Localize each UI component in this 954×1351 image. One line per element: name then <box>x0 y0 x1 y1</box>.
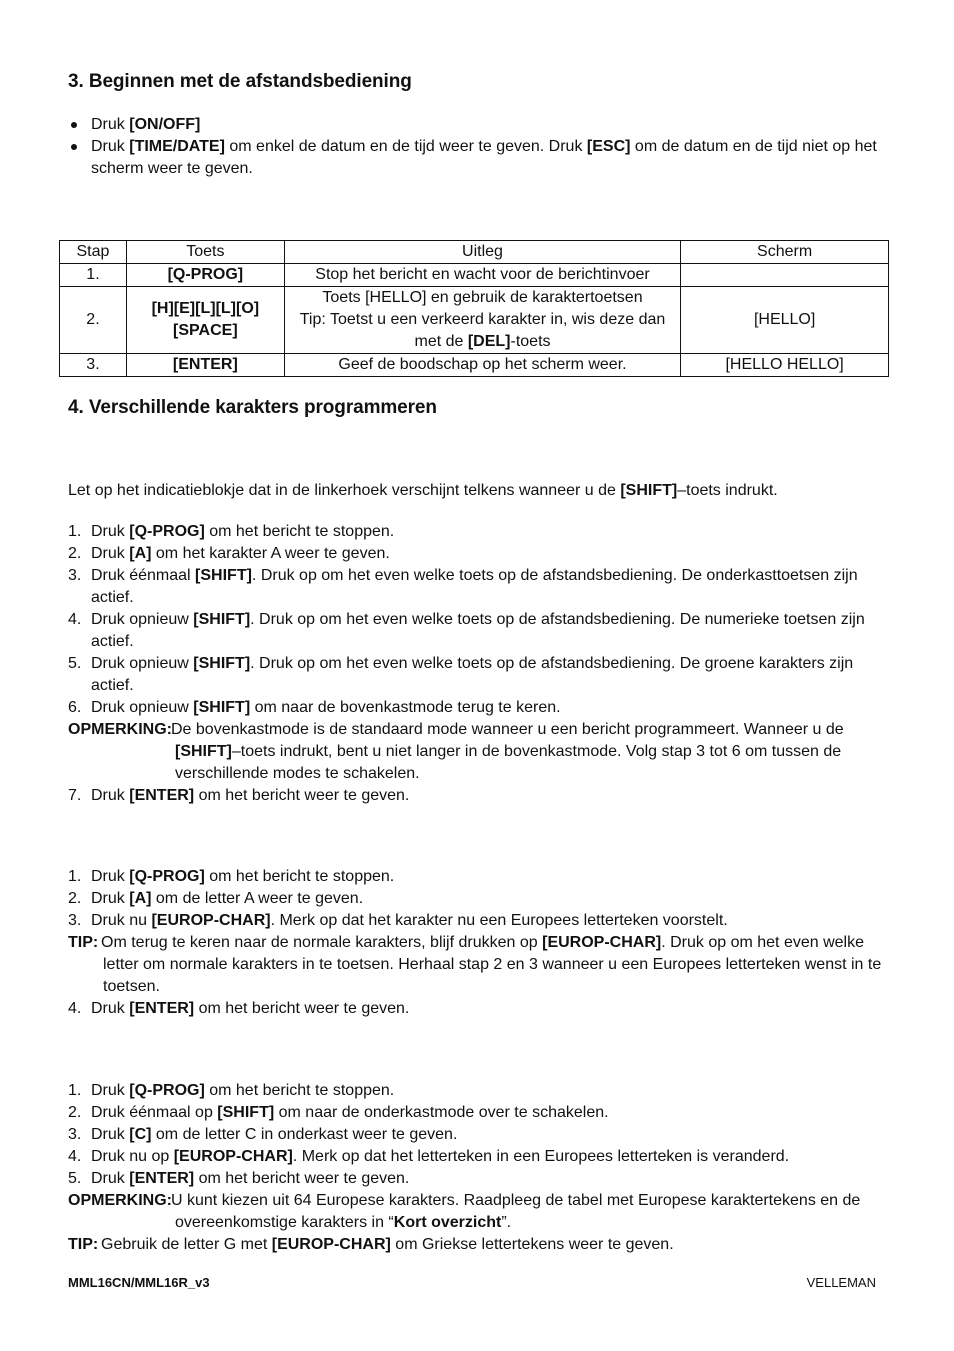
table-cell-screen: [HELLO HELLO] <box>681 354 889 377</box>
list-item: 1. Druk [Q-PROG] om het bericht te stoppen. <box>68 523 395 540</box>
table-header-row <box>60 241 889 264</box>
table-header: Uitleg <box>284 241 680 264</box>
section-3-title: 3. Beginnen met de afstandsbediening <box>68 71 412 92</box>
table-cell-key: [H][E][L][L][O] [SPACE] <box>126 287 284 354</box>
list-item: 7. Druk [ENTER] om het bericht weer te geven. <box>68 787 410 804</box>
note-block: OPMERKING: U kunt kiezen uit 64 Europese karakters. Raadpleeg de tabel met Europese karaktertekens en de overeenkomstige karakters in “Kort overzicht”. <box>68 1192 861 1231</box>
list-item: 5. Druk [ENTER] om het bericht weer te geven. <box>68 1170 410 1187</box>
list-item: 1. Druk [Q-PROG] om het bericht te stoppen. <box>68 1082 395 1099</box>
list-item: 2. Druk éénmaal op [SHIFT] om naar de onderkastmode over te schakelen. <box>68 1104 609 1121</box>
note-label: OPMERKING: <box>68 721 172 738</box>
note-block: OPMERKING: De bovenkastmode is de standaard mode wanneer u een bericht programmeert. Wanneer u de [SHIFT]–toets indrukt, bent u niet langer in de bovenkastmode. Volg stap 3 tot 6 om tussen de verschillende modes te schakelen. <box>68 721 844 782</box>
table-cell-step: 2. <box>60 287 127 354</box>
table-cell-explanation: Toets [HELLO] en gebruik de karaktertoetsen Tip: Toetst u een verkeerd karakter in, wis deze dan met de [DEL]-toets <box>284 287 680 354</box>
list-item: 2. Druk [A] om de letter A weer te geven. <box>68 890 364 907</box>
section-4-intro: Let op het indicatieblokje dat in de linkerhoek verschijnt telkens wanneer u de [SHIFT]–toets indrukt. <box>68 482 778 499</box>
list-item: 4. Druk nu op [EUROP-CHAR]. Merk op dat het letterteken in een Europees letterteken is veranderd. <box>68 1148 790 1165</box>
table-cell-screen: [HELLO] <box>681 287 889 354</box>
table-cell-explanation: Geef de boodschap op het scherm weer. <box>284 354 680 377</box>
list-item: 1. Druk [Q-PROG] om het bericht te stoppen. <box>68 868 395 885</box>
table-cell-screen <box>681 264 889 287</box>
section-4-title: 4. Verschillende karakters programmeren <box>68 397 437 418</box>
footer-brand: VELLEMAN <box>806 1275 876 1290</box>
tip-block: TIP: Gebruik de letter G met [EUROP-CHAR] om Griekse lettertekens weer te geven. <box>68 1234 888 1256</box>
table-header: Stap <box>60 241 127 264</box>
table-cell-key: [ENTER] <box>126 354 284 377</box>
table-header: Scherm <box>681 241 889 264</box>
footer-model: MML16CN/MML16R_v3 <box>68 1275 210 1290</box>
tip-label: TIP: <box>68 1236 99 1253</box>
list-item: 3. Druk nu [EUROP-CHAR]. Merk op dat het karakter nu een Europees letterteken voorstelt. <box>68 912 728 929</box>
table-row <box>60 264 889 287</box>
table-row <box>60 354 889 377</box>
list-item: 3. Druk éénmaal [SHIFT]. Druk op om het even welke toets op de afstandsbediening. De onderkasttoetsen zijn actief. <box>68 567 858 606</box>
list-item: 5. Druk opnieuw [SHIFT]. Druk op om het even welke toets op de afstandsbediening. De groene karakters zijn actief. <box>68 655 854 694</box>
list-item: 3. Druk [C] om de letter C in onderkast weer te geven. <box>68 1126 458 1143</box>
bullet-item: Druk [TIME/DATE] om enkel de datum en de tijd weer te geven. Druk [ESC] om de datum en de tijd niet op het scherm weer te geven. <box>68 136 888 180</box>
list-europ-char <box>68 866 888 1020</box>
table-cell-step: 3. <box>60 354 127 377</box>
list-item: 4. Druk opnieuw [SHIFT]. Druk op om het even welke toets op de afstandsbediening. De numerieke toetsen zijn actief. <box>68 611 865 650</box>
table-cell-step: 1. <box>60 264 127 287</box>
section-3-bullet-list <box>68 114 888 180</box>
tip-block: TIP: Om terug te keren naar de normale karakters, blijf drukken op [EUROP-CHAR]. Druk op om het even welke letter om normale karakters in te toetsen. Herhaal stap 2 en 3 wanneer u een Europees letterteken wenst in te toetsen. <box>68 934 882 995</box>
list-item: 2. Druk [A] om het karakter A weer te geven. <box>68 545 390 562</box>
table-cell-key: [Q-PROG] <box>126 264 284 287</box>
table-header: Toets <box>126 241 284 264</box>
list-lowercase-europ <box>68 1080 888 1256</box>
steps-table <box>59 240 889 377</box>
list-shift-modes <box>68 521 888 807</box>
table-cell-explanation: Stop het bericht en wacht voor de berichtinvoer <box>284 264 680 287</box>
note-label: OPMERKING: <box>68 1192 172 1209</box>
list-item: 4. Druk [ENTER] om het bericht weer te geven. <box>68 1000 410 1017</box>
table-row <box>60 287 889 354</box>
bullet-item: Druk [ON/OFF] <box>68 114 888 136</box>
tip-label: TIP: <box>68 934 99 951</box>
list-item: 6. Druk opnieuw [SHIFT] om naar de bovenkastmode terug te keren. <box>68 699 561 716</box>
